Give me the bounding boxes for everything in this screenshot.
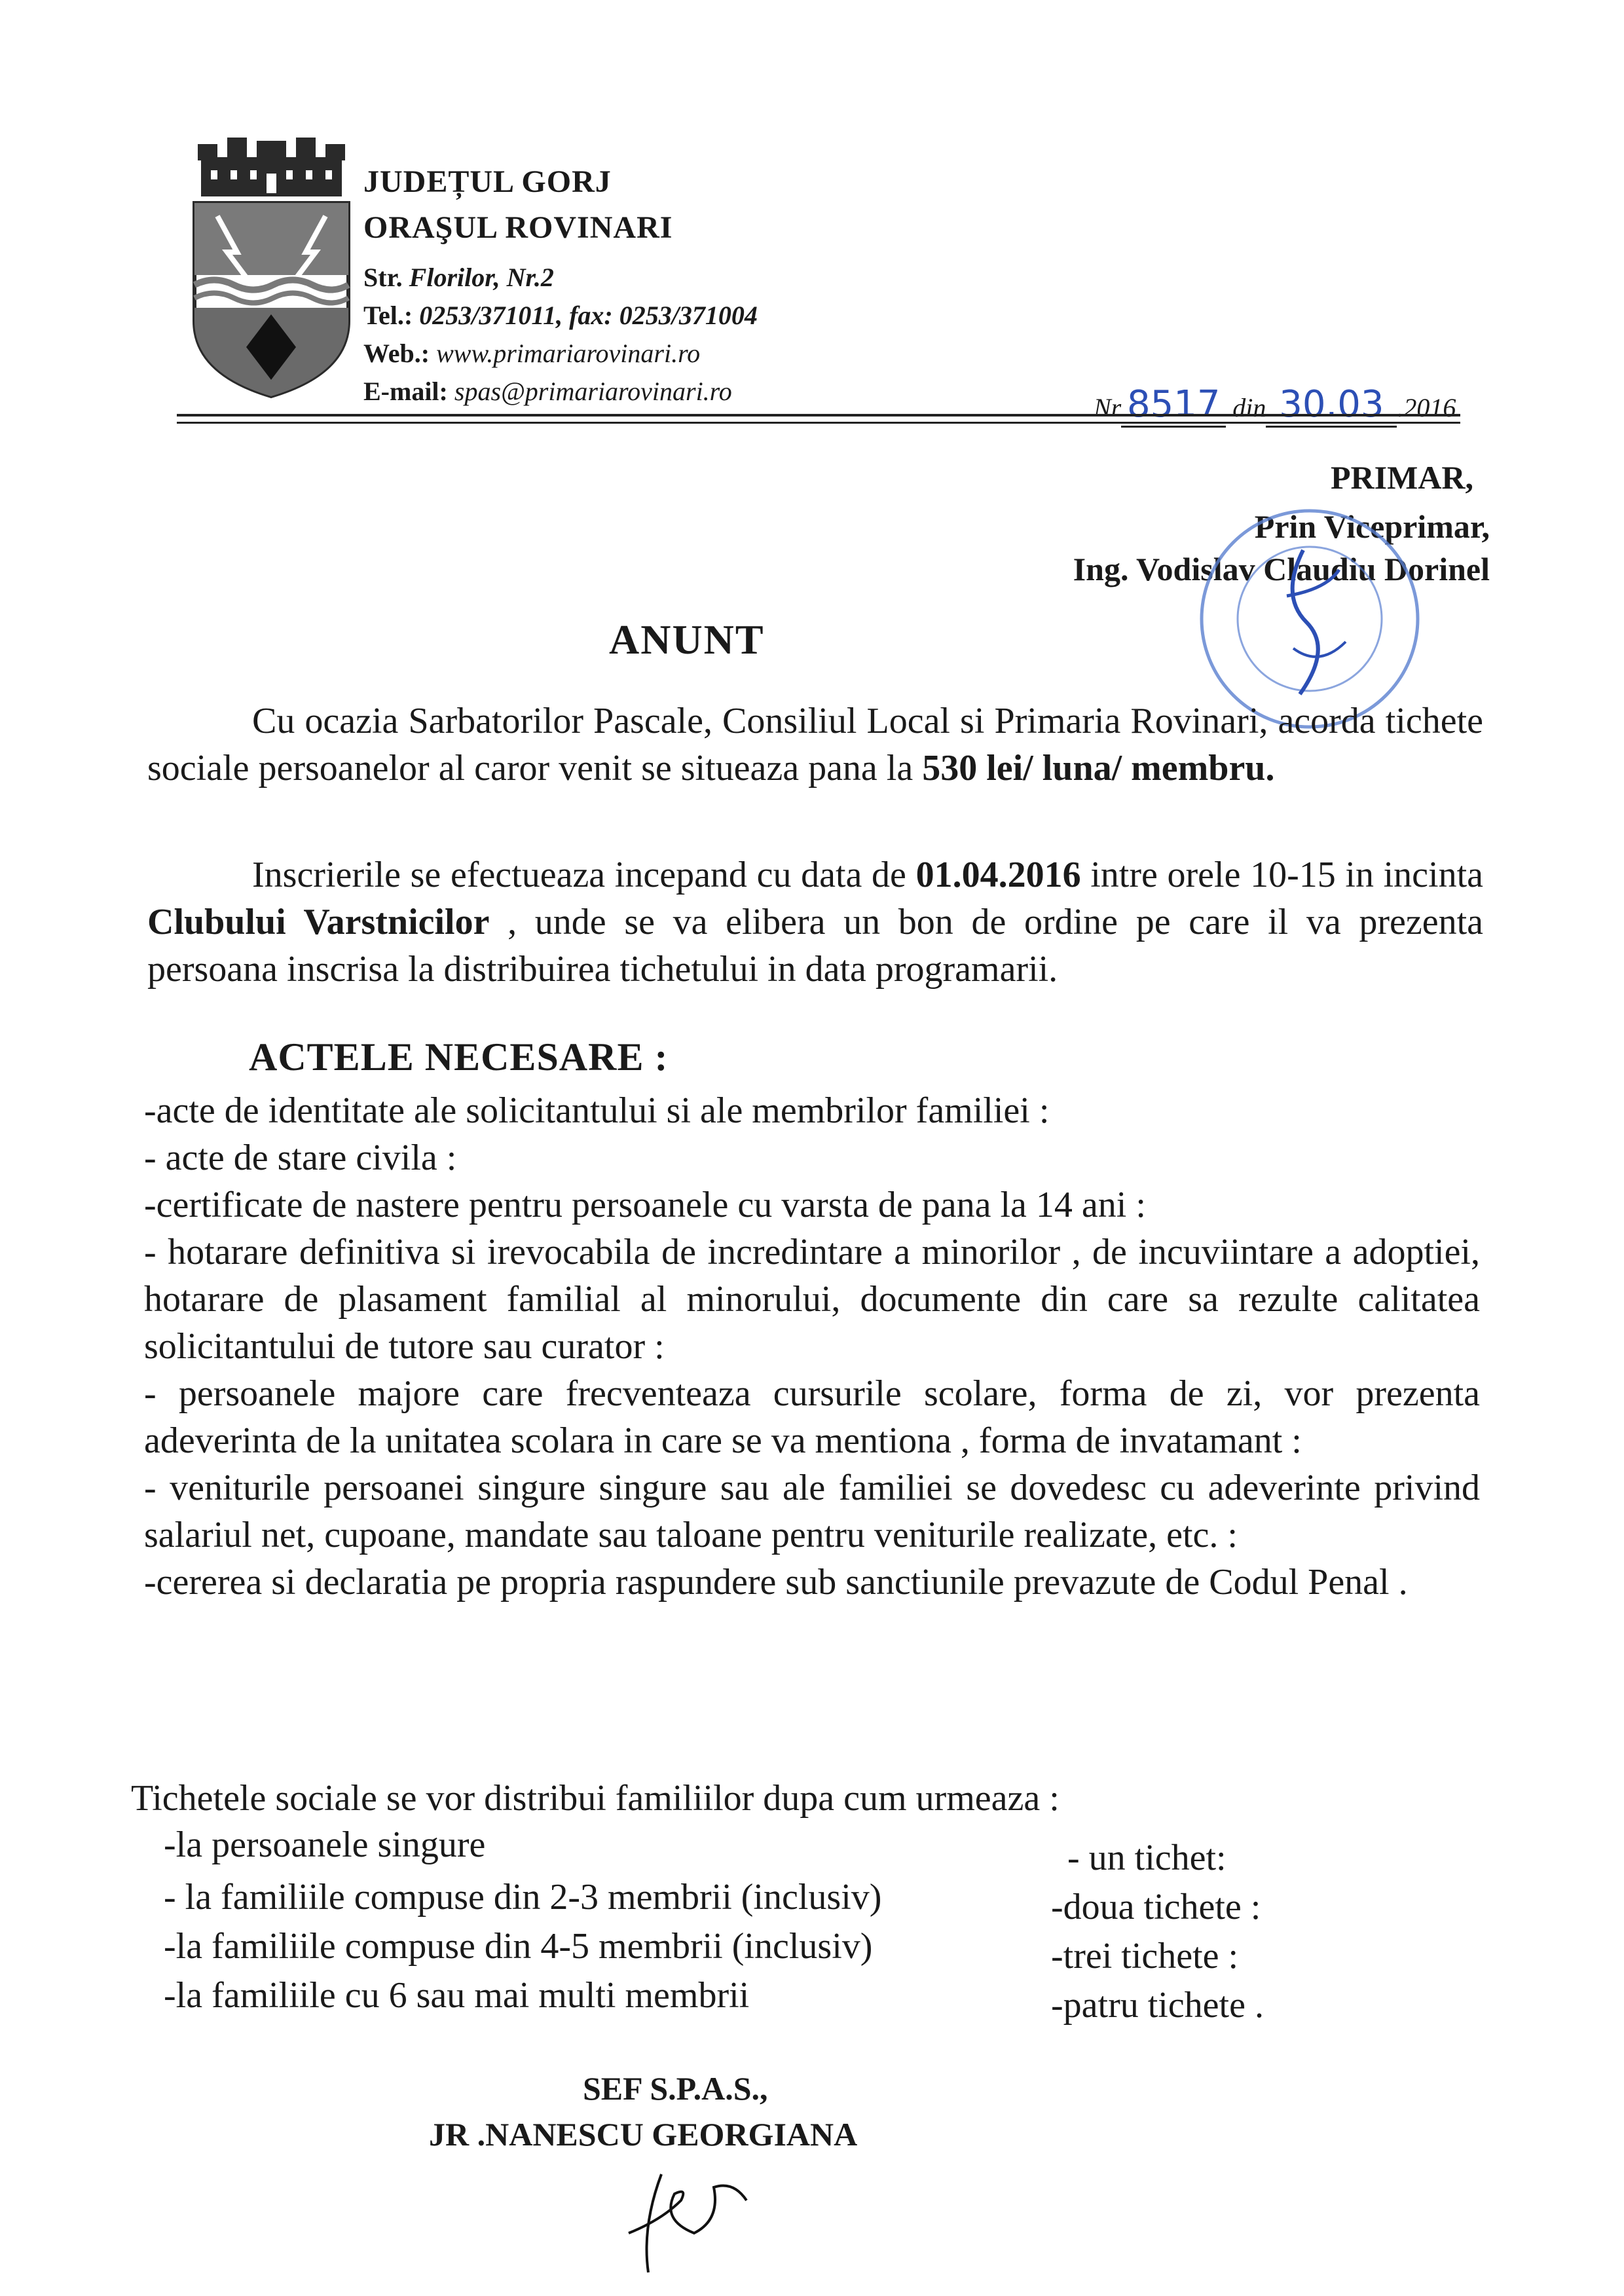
phone-value: 0253/371011, fax: 0253/371004 xyxy=(419,301,758,330)
document-title: ANUNT xyxy=(609,616,765,663)
header-rule-bottom xyxy=(177,422,1460,424)
email-value: spas@primariarovinari.ro xyxy=(454,377,732,406)
required-acts-list xyxy=(144,1087,1480,1606)
distribution-row xyxy=(164,1824,1342,1878)
registration-number xyxy=(1094,383,1456,428)
approval-via: Prin Viceprimar, xyxy=(1254,508,1490,545)
header-rule-top xyxy=(177,414,1460,417)
date-value: 30.03 xyxy=(1279,383,1384,426)
approval-name: Ing. Vodislav Claudiu Dorinel xyxy=(1073,551,1490,587)
distribution-row xyxy=(164,1876,1342,1927)
distribution-tickets: -doua tichete : xyxy=(1051,1887,1261,1927)
distribution-tickets: -trei tichete : xyxy=(1051,1936,1239,1976)
web-line xyxy=(363,338,700,369)
email-label: E-mail: xyxy=(363,377,448,406)
web-value: www.primariarovinari.ro xyxy=(436,339,701,368)
act-item: -certificate de nastere pentru persoanele cu varsta de pana la 14 ani : xyxy=(144,1185,1146,1225)
intro-text: Cu ocazia Sarbatorilor Pascale, Consiliul Local si Primaria Rovinari, acorda tichete sociale persoanelor al caror venit se situeaza pana la xyxy=(147,701,1483,788)
email-line xyxy=(363,376,732,407)
street-label: Str. xyxy=(363,263,403,292)
registration-text-c: , unde se va elibera un bon de ordine pe care il va prezenta persoana inscrisa la distribuirea tichetului in data programarii. xyxy=(147,902,1484,990)
required-acts-heading: ACTELE NECESARE : xyxy=(249,1035,669,1079)
registration-paragraph xyxy=(147,851,1483,993)
club-name: Clubului Varstnicilor xyxy=(147,902,490,942)
act-item: - acte de stare civila : xyxy=(144,1138,457,1178)
year-suffix: .2016 xyxy=(1397,393,1456,422)
income-limit: 530 lei/ luna/ membru. xyxy=(922,748,1275,788)
phone-line xyxy=(363,300,758,331)
signatory-role: SEF S.P.A.S., xyxy=(583,2070,768,2107)
nr-value: 8517 xyxy=(1126,383,1221,426)
county-name: JUDEȚUL GORJ xyxy=(363,164,612,199)
street-value: Florilor, Nr.2 xyxy=(409,263,554,292)
registration-text-b: intre orele 10-15 in incinta xyxy=(1080,855,1483,895)
phone-label: Tel.: xyxy=(363,301,413,330)
nr-label: Nr xyxy=(1094,393,1122,422)
street-address xyxy=(363,262,554,293)
registration-date: 01.04.2016 xyxy=(915,855,1081,895)
distribution-tickets: -patru tichete . xyxy=(1051,1985,1264,2026)
distribution-group: -la persoanele singure xyxy=(164,1824,486,1865)
handwritten-signature xyxy=(622,2161,766,2279)
signatory-name: JR .NANESCU GEORGIANA xyxy=(429,2116,858,2153)
din-label: din xyxy=(1232,393,1266,422)
distribution-row xyxy=(164,1974,1342,2026)
registration-text-a: Inscrierile se efectueaza incepand cu data de xyxy=(252,855,916,895)
act-item: - veniturile persoanei singure singure sau ale familiei se dovedesc cu adeverinte privind salariul net, cupoane, mandate sau taloane pentru veniturile realizate, etc. : xyxy=(144,1468,1480,1555)
distribution-row xyxy=(164,1925,1342,1976)
distribution-group: - la familiile compuse din 2-3 membrii (inclusiv) xyxy=(164,1877,882,1917)
intro-paragraph xyxy=(147,697,1483,792)
town-crest-logo xyxy=(191,138,352,399)
approval-title: PRIMAR, xyxy=(1330,459,1473,496)
distribution-intro: Tichetele sociale se vor distribui familiilor dupa cum urmeaza : xyxy=(131,1778,1060,1819)
act-item: -acte de identitate ale solicitantului si ale membrilor familiei : xyxy=(144,1090,1050,1131)
act-item: - persoanele majore care frecventeaza cursurile scolare, forma de zi, vor prezenta adeverinta de la unitatea scolara in care se va mentiona , forma de invatamant : xyxy=(144,1373,1480,1461)
web-label: Web.: xyxy=(363,339,430,368)
distribution-tickets: - un tichet: xyxy=(1067,1838,1227,1878)
distribution-group: -la familiile compuse din 4-5 membrii (inclusiv) xyxy=(164,1926,873,1967)
town-name: ORAŞUL ROVINARI xyxy=(363,210,673,245)
act-item: - hotarare definitiva si irevocabila de incredintare a minorilor , de incuviintare a adoptiei, hotarare de plasament familial al minorului, documente din care sa rezulte calitatea solicitantului de tutore sau curator : xyxy=(144,1232,1480,1367)
act-item: -cererea si declaratia pe propria raspundere sub sanctiunile prevazute de Codul Penal . xyxy=(144,1562,1408,1602)
distribution-group: -la familiile cu 6 sau mai multi membrii xyxy=(164,1975,750,2016)
